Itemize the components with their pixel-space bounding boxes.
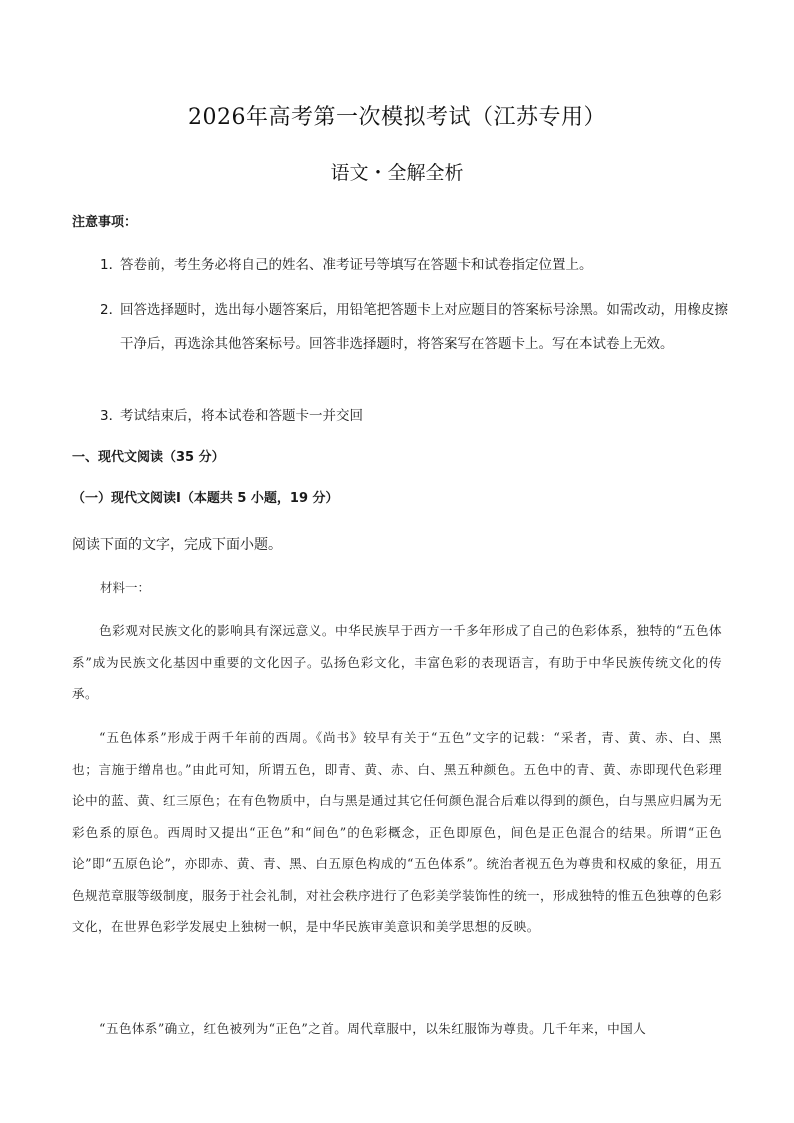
reading-instruction: 阅读下面的文字，完成下面小题。: [72, 537, 282, 553]
notice-item-number: 1．: [100, 257, 123, 273]
paragraph-1: 色彩观对民族文化的影响具有深远意义。中华民族早于西方一千多年形成了自己的色彩体系，独特的“五色体系”成为民族文化基因中重要的文化因子。弘扬色彩文化，丰富色彩的表现语言，有助于中华民族传统文化的传承。: [72, 623, 722, 701]
notice-item-3: [100, 399, 730, 433]
notice-heading: 注意事项：: [72, 215, 138, 230]
subsection-heading: （一）现代文阅读Ⅰ（本题共 5 小题，19 分）: [72, 491, 339, 506]
paragraph-2: “五色体系”形成于两千年前的西周。《尚书》较早有关于“五色”文字的记载：“采者，青、黄、赤、白、黑也；言施于缯帛也。”由此可知，所谓五色，即青、黄、赤、白、黑五种颜色。五色中的青、黄、赤即现代色彩理论中的蓝、黄、红三原色；在有色物质中，白与黑是通过其它任何颜色混合后难以得到的颜色，白与黑应归属为无彩色系的原色。西周时又提出“正色”和“间色”的色彩概念，正色即原色，间色是正色混合的结果。所谓“正色论”即“五原色论”，亦即赤、黄、青、黑、白五原色构成的“五色体系”。统治者视五色为尊贵和权威的象征，用五色规范章服等级制度，服务于社会礼制，对社会秩序进行了色彩美学装饰性的统一，形成独特的惟五色独尊的色彩文化，在世界色彩学发展史上独树一帜，是中华民族审美意识和美学思想的反映。: [72, 730, 722, 934]
notice-item-text: 考试结束后，将本试卷和答题卡一并交回: [120, 408, 363, 424]
paragraph-3: “五色体系”确立，红色被列为“正色”之首。周代章服中，以朱红服饰为尊贵。几千年来，中国人: [99, 1021, 647, 1036]
notice-item-text: 答卷前，考生务必将自己的姓名、准考证号等填写在答题卡和试卷指定位置上。: [120, 257, 593, 273]
page-title: 2026年高考第一次模拟考试（江苏专用）: [188, 105, 606, 130]
section-heading: 一、现代文阅读（35 分）: [72, 450, 225, 465]
notice-item-number: 2．: [100, 302, 123, 318]
page-subtitle: 语文・全解全析: [330, 162, 464, 184]
material-label: 材料一：: [100, 580, 151, 595]
notice-item-1: [100, 248, 730, 282]
notice-item-text: 回答选择题时，选出每小题答案后，用铅笔把答题卡上对应题目的答案标号涂黑。如需改动，用橡皮擦干净后，再选涂其他答案标号。回答非选择题时，将答案写在答题卡上。写在本试卷上无效。: [120, 302, 728, 352]
notice-item-2: [100, 293, 728, 361]
notice-item-number: 3．: [100, 408, 123, 424]
